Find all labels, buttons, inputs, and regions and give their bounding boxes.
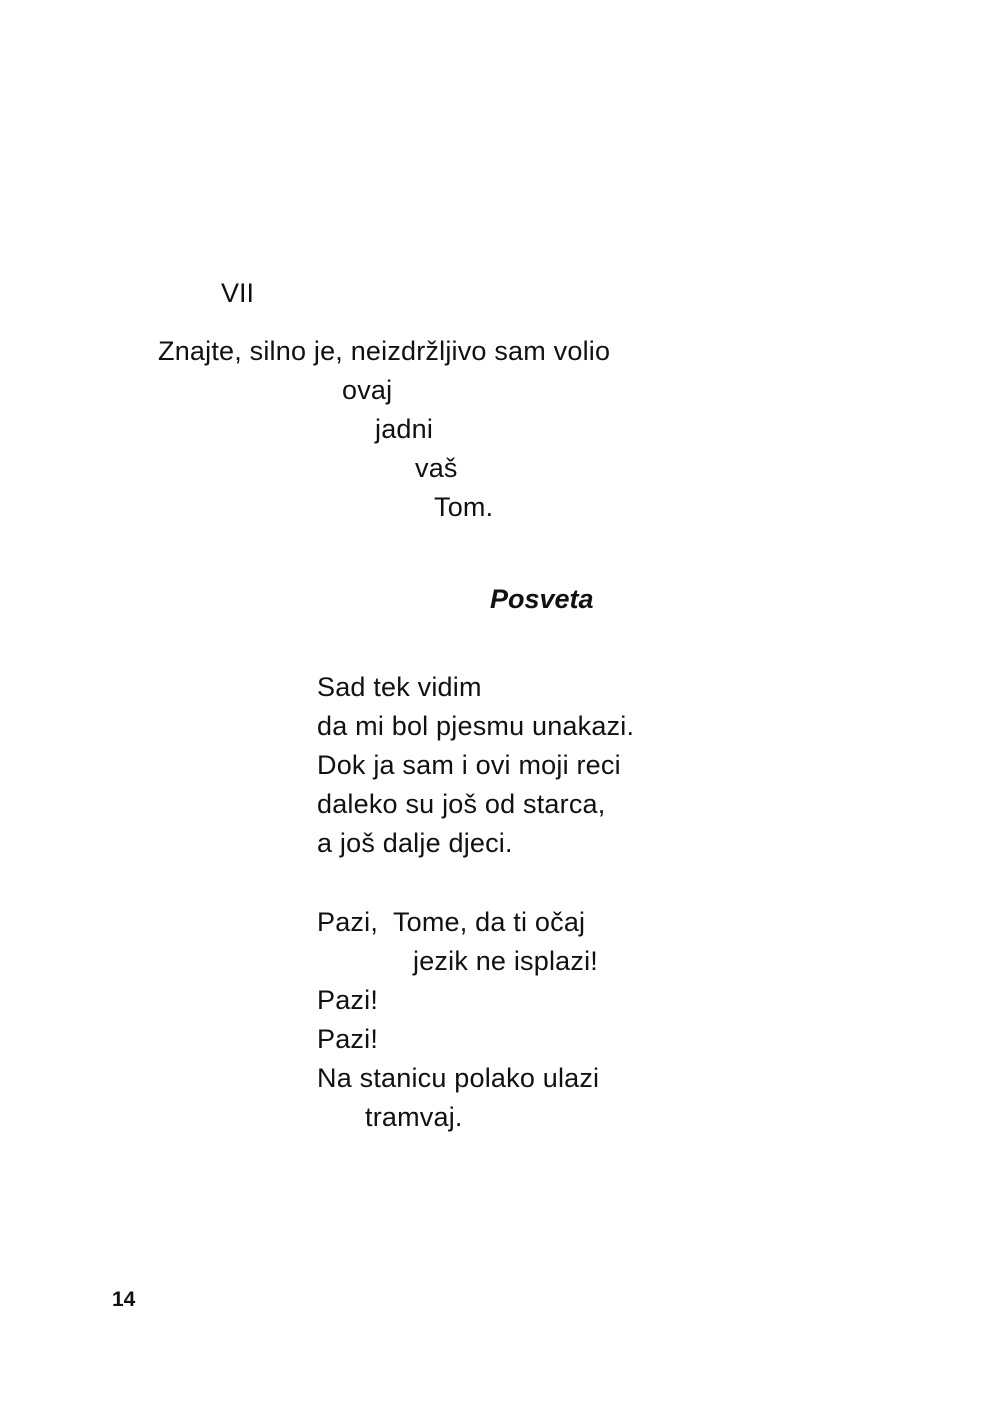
poem-line: ovaj (342, 375, 393, 405)
poem-line: tramvaj. (365, 1102, 463, 1132)
poem-line: jezik ne isplazi! (413, 946, 598, 976)
poem-line: vaš (415, 453, 458, 483)
poem-title: Posveta (490, 584, 594, 614)
poem-line: daleko su još od starca, (317, 789, 606, 819)
poem-line: Pazi! (317, 985, 379, 1015)
poem-line: Pazi! (317, 1024, 379, 1054)
page-number: 14 (112, 1288, 136, 1311)
poem-line: a još dalje djeci. (317, 828, 513, 858)
poem-line: Tom. (434, 492, 494, 522)
poem-line: Na stanicu polako ulazi (317, 1063, 600, 1093)
poem-line: Sad tek vidim (317, 672, 482, 702)
poem-line: Znajte, silno je, neizdržljivo sam volio (158, 336, 611, 366)
poem-line: da mi bol pjesmu unakazi. (317, 711, 635, 741)
section-number: VII (221, 278, 255, 308)
poem-line: Dok ja sam i ovi moji reci (317, 750, 621, 780)
poem-line: jadni (375, 414, 434, 444)
poem-line: Pazi, Tome, da ti očaj (317, 907, 586, 937)
